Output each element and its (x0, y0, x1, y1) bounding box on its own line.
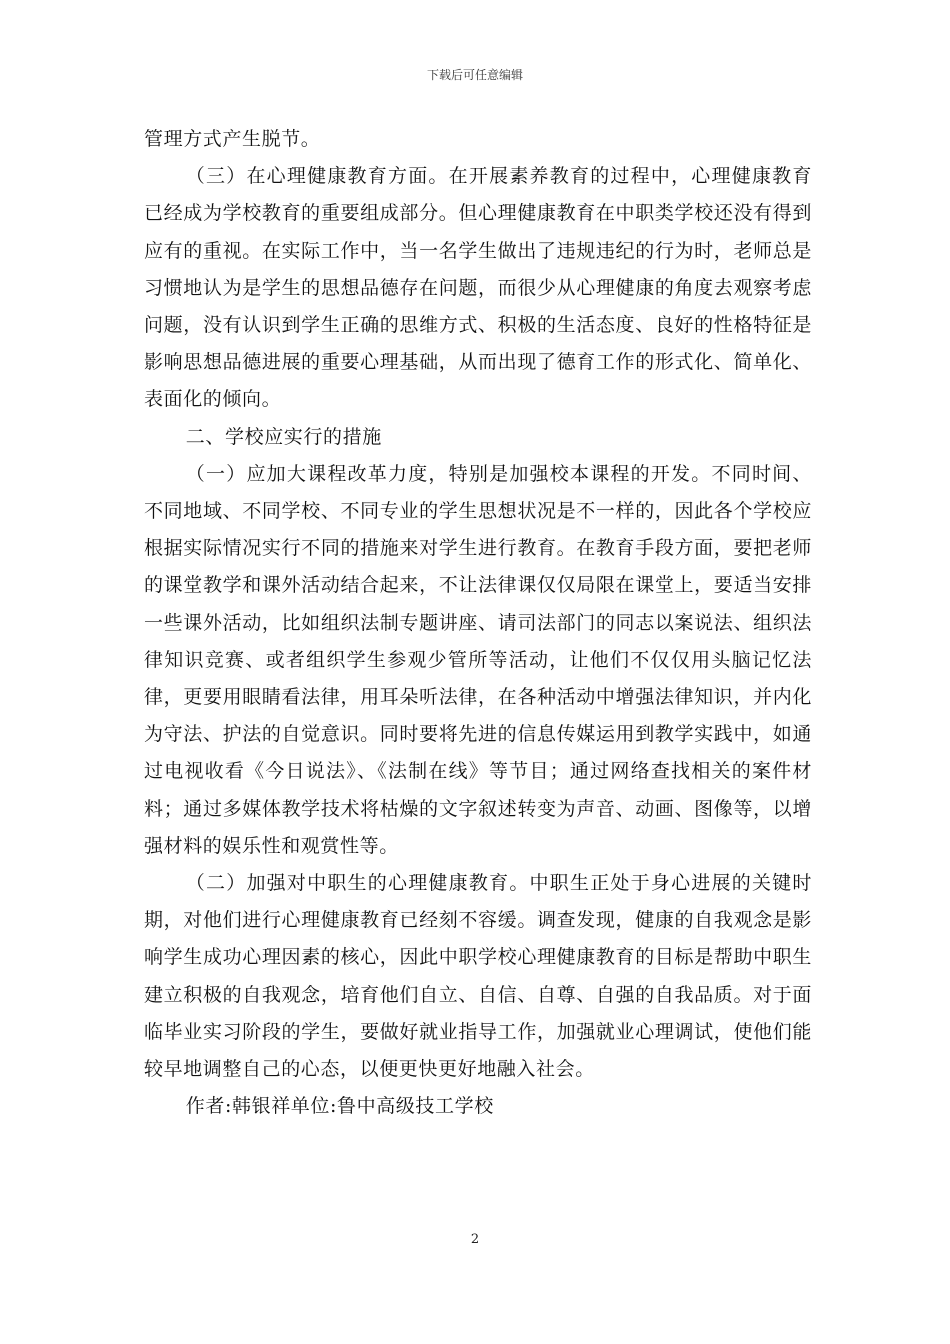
section-heading-measures: 二、学校应实行的措施 (185, 425, 382, 448)
paragraph-curriculum-reform: （一）应加大课程改革力度，特别是加强校本课程的开发。不同时间、不同地域、不同学校、不同专业的学生思想状况是不一样的，因此各个学校应根据实际情况实行不同的措施来对学生进行教育。在教育手段方面，要把老师的课堂教学和课外活动结合起来，不让法律课仅仅局限在课堂上，要适当安排一些课外活动，比如组织法制专题讲座、请司法部门的同志以案说法、组织法律知识竞赛、或者组织学生参观少管所等活动，让他们不仅仅用头脑记忆法律，更要用眼睛看法律，用耳朵听法律，在各种活动中增强法律知识，并内化为守法、护法的自觉意识。同时要将先进的信息传媒运用到教学实践中，如通过电视收看《今日说法》、《法制在线》等节目；通过网络查找相关的案件材料；通过多媒体教学技术将枯燥的文字叙述转变为声音、动画、图像等，以增强材料的娱乐性和观赏性等。 (144, 462, 812, 857)
paragraph-continuation: 管理方式产生脱节。 (144, 128, 321, 150)
paragraph-mental-health-issue: （三）在心理健康教育方面。在开展素养教育的过程中，心理健康教育已经成为学校教育的重要组成部分。但心理健康教育在中职类学校还没有得到应有的重视。在实际工作中，当一名学生做出了违规违纪的行为时，老师总是习惯地认为是学生的思想品德存在问题，而很少从心理健康的角度去观察考虑问题，没有认识到学生正确的思维方式、积极的生活态度、良好的性格特征是影响思想品德进展的重要心理基础，从而出现了德育工作的形式化、简单化、表面化的倾向。 (144, 165, 812, 411)
paragraph-mental-health-education: （二）加强对中职生的心理健康教育。中职生正处于身心进展的关键时期，对他们进行心理健康教育已经刻不容缓。调查发现，健康的自我观念是影响学生成功心理因素的核心，因此中职学校心理健康教育的目标是帮助中职生建立积极的自我观念，培育他们自立、自信、自尊、自强的自我品质。对于面临毕业实习阶段的学生，要做好就业指导工作，加强就业心理调试，使他们能较早地调整自己的心态，以便更快更好地融入社会。 (144, 872, 812, 1081)
page-header: 下载后可任意编辑 (426, 68, 523, 82)
page-number: 2 (470, 1232, 480, 1247)
author-line: 作者:韩银祥单位:鲁中高级技工学校 (185, 1095, 494, 1118)
document-body (144, 121, 812, 1125)
